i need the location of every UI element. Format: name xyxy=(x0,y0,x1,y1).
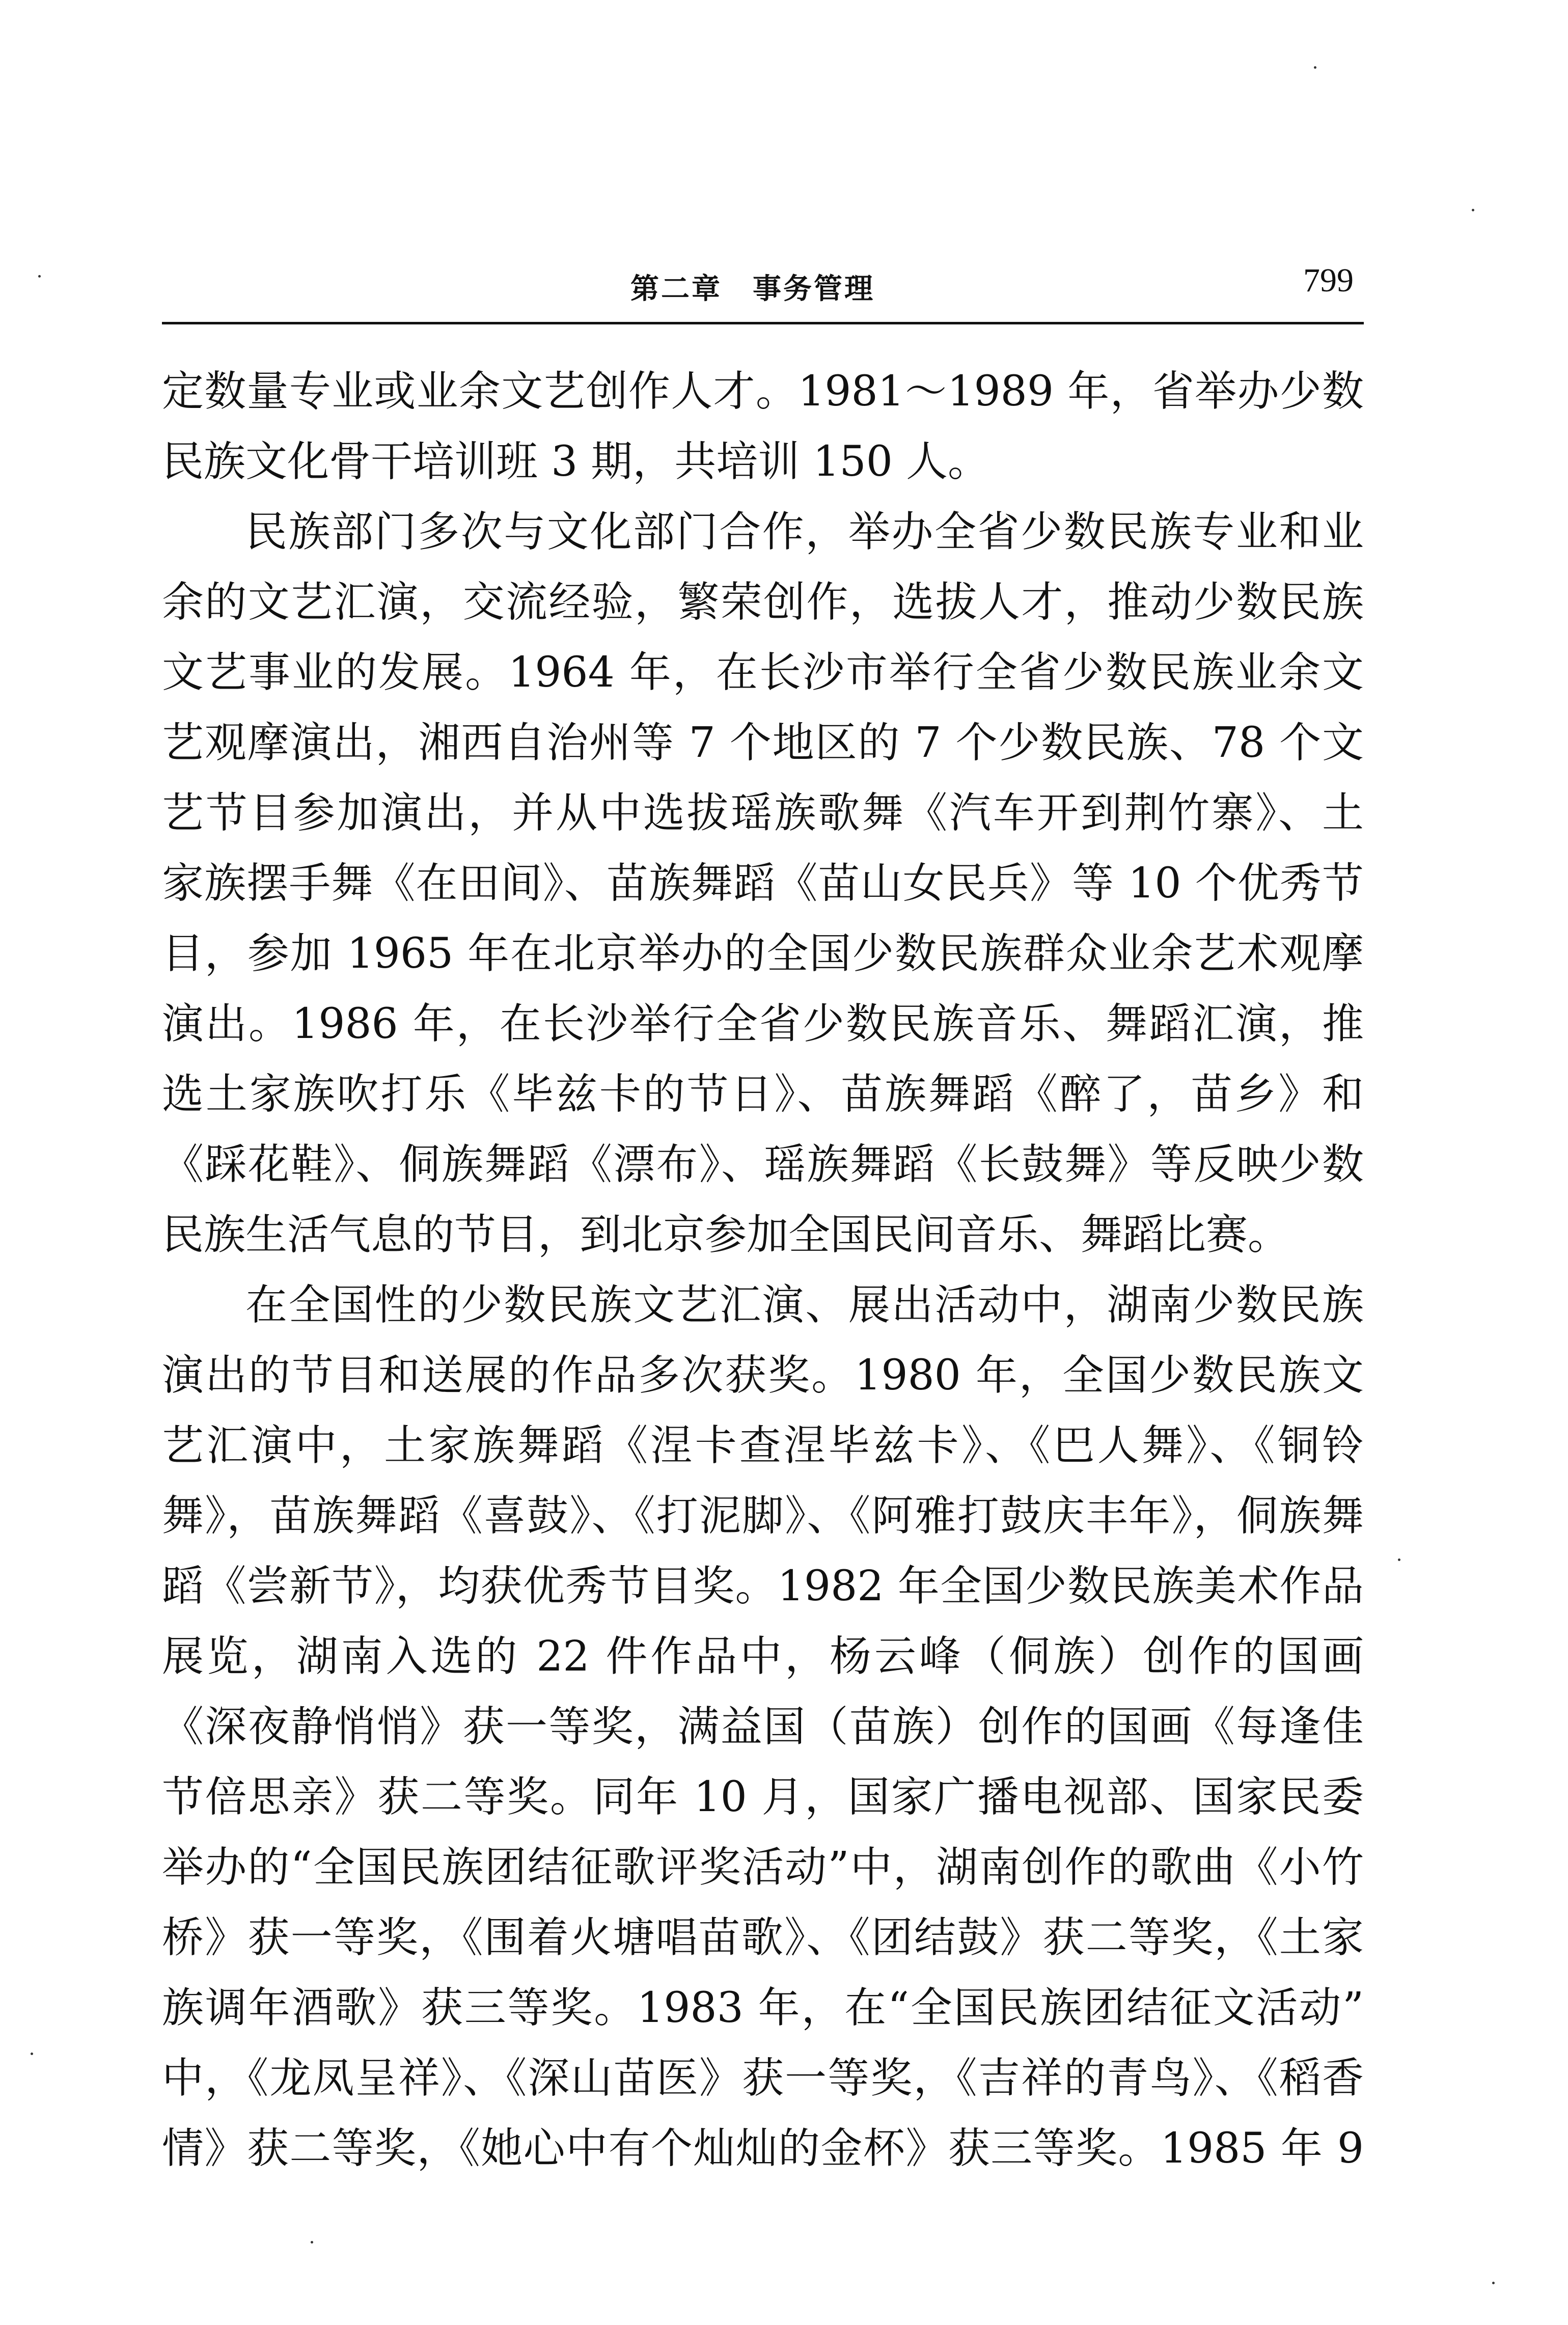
scan-speck xyxy=(1314,66,1316,69)
text-line: 演出的节目和送展的作品多次获奖。1980 年，全国少数民族文 xyxy=(162,1351,1364,1400)
text-line: 举办的“全国民族团结征歌评奖活动”中，湖南创作的歌曲《小竹 xyxy=(162,1843,1364,1892)
text-line: 选土家族吹打乐《毕兹卡的节日》、苗族舞蹈《醉了，苗乡》和 xyxy=(162,1070,1364,1118)
scan-speck xyxy=(1492,2282,1495,2284)
scan-speck xyxy=(1472,209,1474,211)
text-line: 家族摆手舞《在田间》、苗族舞蹈《苗山女民兵》等 10 个优秀节 xyxy=(162,859,1364,908)
page-number: 799 xyxy=(1303,262,1354,299)
text-line: 艺节目参加演出，并从中选拔瑶族歌舞《汽车开到荆竹寨》、土 xyxy=(162,789,1364,837)
text-line: 《深夜静悄悄》获一等奖，满益国（苗族）创作的国画《每逢佳 xyxy=(162,1703,1364,1751)
scan-speck xyxy=(1398,1558,1400,1561)
scan-speck xyxy=(38,275,41,278)
running-header xyxy=(162,257,1364,308)
text-line: 桥》获一等奖，《围着火塘唱苗歌》、《团结鼓》获二等奖，《土家 xyxy=(162,1913,1364,1962)
paragraph-start-line: 在全国性的少数民族文艺汇演、展出活动中，湖南少数民族 xyxy=(245,1281,1364,1329)
text-line: 中，《龙凤呈祥》、《深山苗医》获一等奖，《吉祥的青鸟》、《稻香 xyxy=(162,2054,1364,2102)
text-line: 艺汇演中，土家族舞蹈《涅卡查涅毕兹卡》、《巴人舞》、《铜铃 xyxy=(162,1421,1364,1470)
text-line: 族调年酒歌》获三等奖。1983 年，在“全国民族团结征文活动” xyxy=(162,1984,1364,2032)
header-rule xyxy=(162,322,1364,324)
text-line: 蹈《尝新节》，均获优秀节目奖。1982 年全国少数民族美术作品 xyxy=(162,1562,1364,1610)
text-line: 展览，湖南入选的 22 件作品中，杨云峰（侗族）创作的国画 xyxy=(162,1632,1364,1681)
text-line: 舞》，苗族舞蹈《喜鼓》、《打泥脚》、《阿雅打鼓庆丰年》，侗族舞 xyxy=(162,1492,1364,1540)
text-line: 定数量专业或业余文艺创作人才。1981～1989 年，省举办少数 xyxy=(162,367,1364,416)
text-line: 民族文化骨干培训班 3 期，共培训 150 人。 xyxy=(162,437,989,486)
scan-speck xyxy=(31,2053,33,2055)
scan-speck xyxy=(311,2241,313,2244)
chapter-title: 第二章 事务管理 xyxy=(630,272,875,306)
text-line: 《踩花鞋》、侗族舞蹈《漂布》、瑶族舞蹈《长鼓舞》等反映少数 xyxy=(162,1140,1364,1189)
paragraph-start-line: 民族部门多次与文化部门合作，举办全省少数民族专业和业 xyxy=(245,508,1364,556)
text-line: 演出。1986 年，在长沙举行全省少数民族音乐、舞蹈汇演，推 xyxy=(162,1000,1364,1048)
text-line: 艺观摩演出，湘西自治州等 7 个地区的 7 个少数民族、78 个文 xyxy=(162,719,1364,767)
body-text xyxy=(162,357,1364,2184)
text-line: 文艺事业的发展。1964 年，在长沙市举行全省少数民族业余文 xyxy=(162,648,1364,697)
text-line: 民族生活气息的节目，到北京参加全国民间音乐、舞蹈比赛。 xyxy=(162,1211,1290,1259)
text-line: 余的文艺汇演，交流经验，繁荣创作，选拔人才，推动少数民族 xyxy=(162,578,1364,626)
text-line: 节倍思亲》获二等奖。同年 10 月，国家广播电视部、国家民委 xyxy=(162,1773,1364,1821)
text-line: 情》获二等奖，《她心中有个灿灿的金杯》获三等奖。1985 年 9 xyxy=(162,2124,1364,2173)
text-line: 目，参加 1965 年在北京举办的全国少数民族群众业余艺术观摩 xyxy=(162,929,1364,978)
